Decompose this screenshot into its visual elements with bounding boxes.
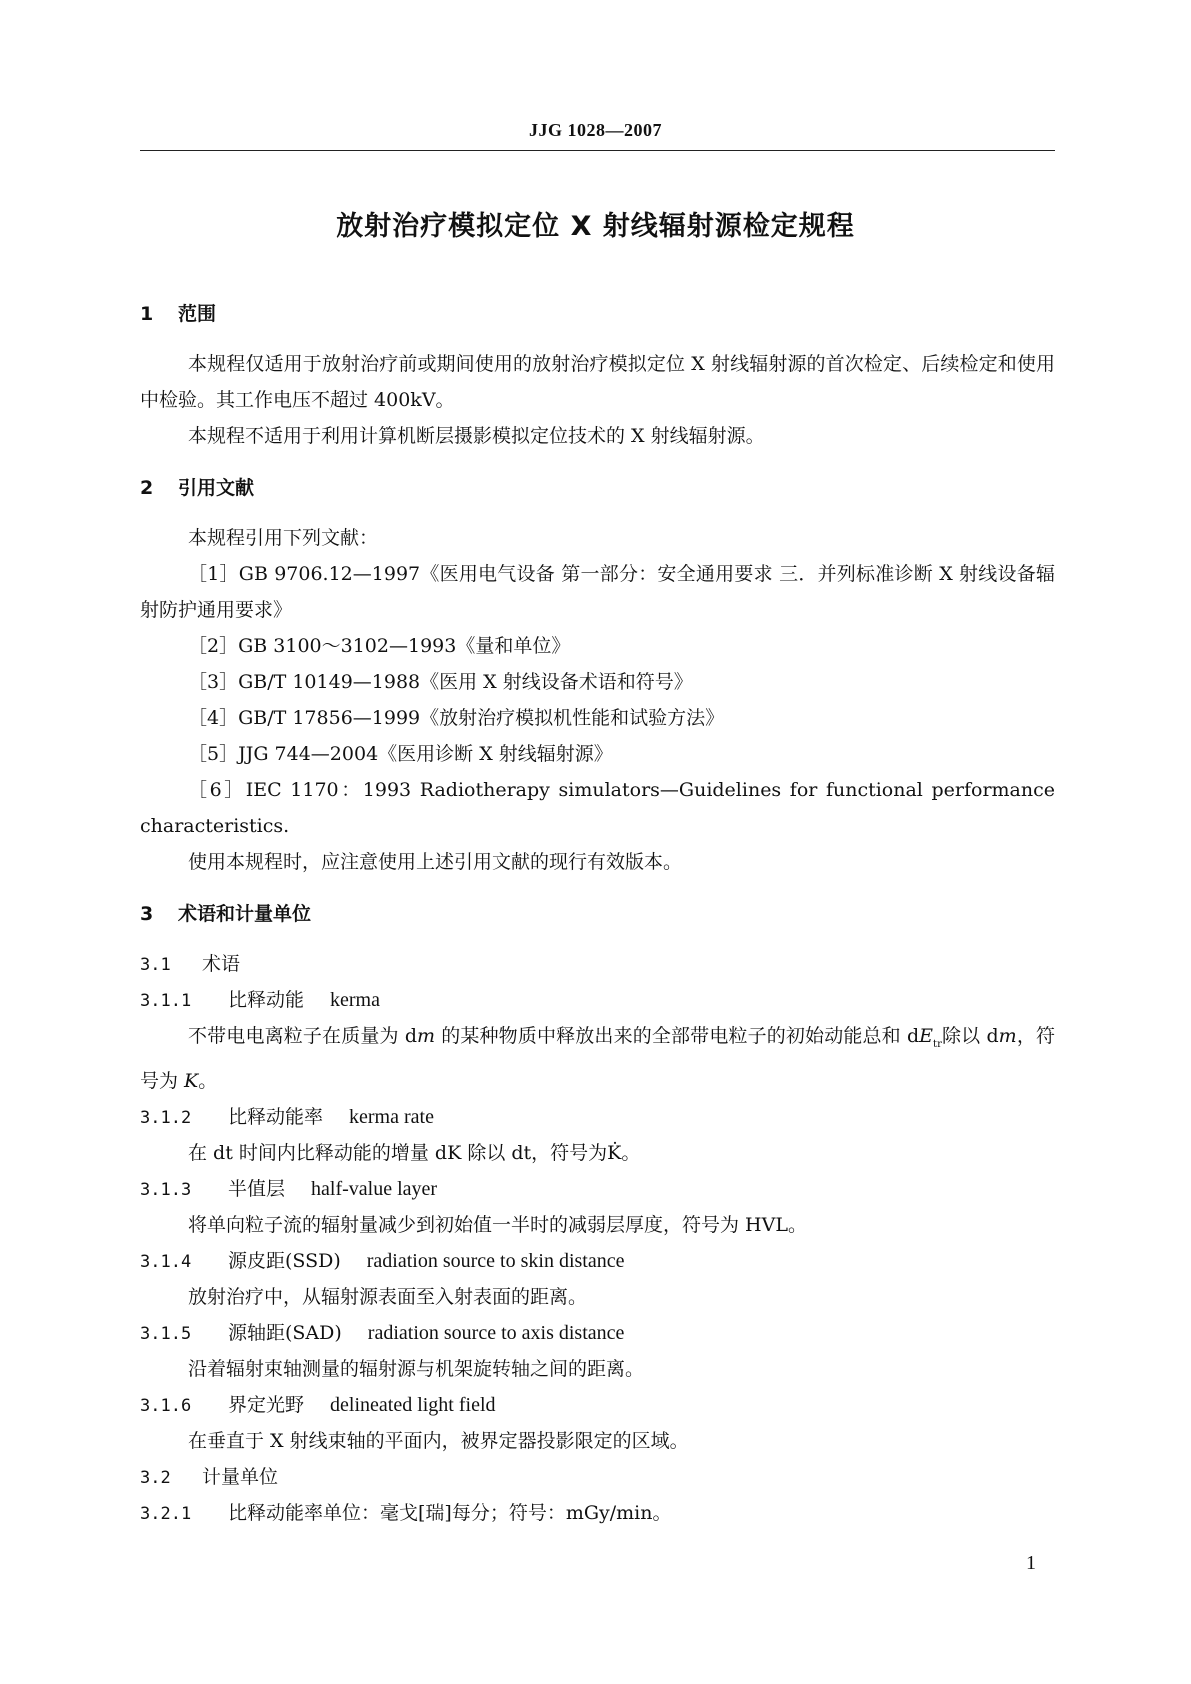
term-heading xyxy=(140,1099,1055,1135)
term-en: delineated light field xyxy=(330,1393,496,1416)
reference-item: ［2］GB 3100～3102—1993《量和单位》 xyxy=(188,635,571,657)
section-1-heading xyxy=(140,296,1055,332)
subsection-title: 计量单位 xyxy=(202,1465,279,1488)
section-title: 引用文献 xyxy=(178,477,255,499)
term-en: radiation source to skin distance xyxy=(366,1249,625,1272)
term-en: radiation source to axis distance xyxy=(367,1321,625,1344)
term-zh: 比释动能 xyxy=(228,989,305,1011)
document-body xyxy=(140,296,1055,1531)
term-en: kerma rate xyxy=(349,1105,434,1128)
term-heading xyxy=(140,1243,1055,1279)
term-heading xyxy=(140,1171,1055,1207)
term-zh: 比释动能率 xyxy=(228,1105,324,1128)
paragraph: 使用本规程时，应注意使用上述引用文献的现行有效版本。 xyxy=(188,851,683,873)
term-en: half-value layer xyxy=(311,1177,438,1200)
reference-item: ［6］IEC 1170：1993 Radiotherapy simulators—Guidelines for functional performance characteristics. xyxy=(140,779,1055,837)
term-definition: 放射治疗中，从辐射源表面至入射表面的距离。 xyxy=(188,1285,588,1308)
term-definition: 沿着辐射束轴测量的辐射源与机架旋转轴之间的距离。 xyxy=(188,1357,645,1380)
term-heading xyxy=(140,1387,1055,1423)
term-zh: 源轴距(SAD) xyxy=(228,1321,342,1344)
term-number: 3.1.5 xyxy=(140,1323,192,1344)
paragraph: 本规程不适用于利用计算机断层摄影模拟定位技术的 X 射线辐射源。 xyxy=(188,425,765,447)
term-zh: 半值层 xyxy=(228,1177,286,1200)
page-number: 1 xyxy=(1026,1552,1036,1574)
unit-number: 3.2.1 xyxy=(140,1503,192,1524)
subsection-number: 3.2 xyxy=(140,1467,171,1488)
unit-item xyxy=(140,1495,1055,1531)
section-number: 1 xyxy=(140,303,154,325)
term-zh: 界定光野 xyxy=(228,1393,305,1416)
subsection-number: 3.1 xyxy=(140,955,171,975)
subsection-heading xyxy=(140,946,1055,982)
section-2-heading xyxy=(140,470,1055,506)
paragraph: 本规程仅适用于放射治疗前或期间使用的放射治疗模拟定位 X 射线辐射源的首次检定、后续检定和使用中检验。其工作电压不超过 400kV。 xyxy=(140,353,1055,411)
term-heading xyxy=(140,982,1055,1018)
term-definition: 在 dt 时间内比释动能的增量 dK 除以 dt，符号为K̇。 xyxy=(188,1141,641,1164)
term-number: 3.1.6 xyxy=(140,1395,192,1416)
reference-item: ［1］GB 9706.12—1997《医用电气设备 第一部分：安全通用要求 三．并列标准诊断 X 射线设备辐射防护通用要求》 xyxy=(140,563,1055,621)
unit-text: 比释动能率单位：毫戈[瑞]每分；符号：mGy/min。 xyxy=(228,1501,672,1524)
section-number: 3 xyxy=(140,903,154,925)
subsection-heading xyxy=(140,1459,1055,1495)
term-zh: 源皮距(SSD) xyxy=(228,1249,341,1272)
term-heading xyxy=(140,1315,1055,1351)
term-definition: 不带电电离粒子在质量为 dm 的某种物质中释放出来的全部带电粒子的初始动能总和 $dE_{tr}$除以 dm，符号为 K。 xyxy=(140,1025,1056,1092)
header-rule xyxy=(140,150,1055,151)
section-title: 范围 xyxy=(178,303,217,325)
term-number: 3.1.1 xyxy=(140,991,192,1011)
term-number: 3.1.2 xyxy=(140,1107,192,1128)
section-number: 2 xyxy=(140,477,154,499)
section-3-heading xyxy=(140,896,1055,932)
reference-item: ［3］GB/T 10149—1988《医用 X 射线设备术语和符号》 xyxy=(188,671,693,693)
term-number: 3.1.4 xyxy=(140,1251,192,1272)
standard-code: JJG 1028—2007 xyxy=(528,120,662,140)
reference-item: ［5］JJG 744—2004《医用诊断 X 射线辐射源》 xyxy=(188,743,613,765)
section-title: 术语和计量单位 xyxy=(178,903,312,925)
term-en: kerma xyxy=(330,989,380,1011)
document-title: 放射治疗模拟定位 X 射线辐射源检定规程 xyxy=(336,211,855,242)
term-definition: 在垂直于 X 射线束轴的平面内，被界定器投影限定的区域。 xyxy=(188,1429,689,1452)
paragraph: 本规程引用下列文献： xyxy=(188,527,379,549)
reference-item: ［4］GB/T 17856—1999《放射治疗模拟机性能和试验方法》 xyxy=(188,707,725,729)
subsection-title: 术语 xyxy=(202,953,241,975)
term-definition: 将单向粒子流的辐射量减少到初始值一半时的减弱层厚度，符号为 HVL。 xyxy=(188,1213,807,1236)
term-number: 3.1.3 xyxy=(140,1179,192,1200)
